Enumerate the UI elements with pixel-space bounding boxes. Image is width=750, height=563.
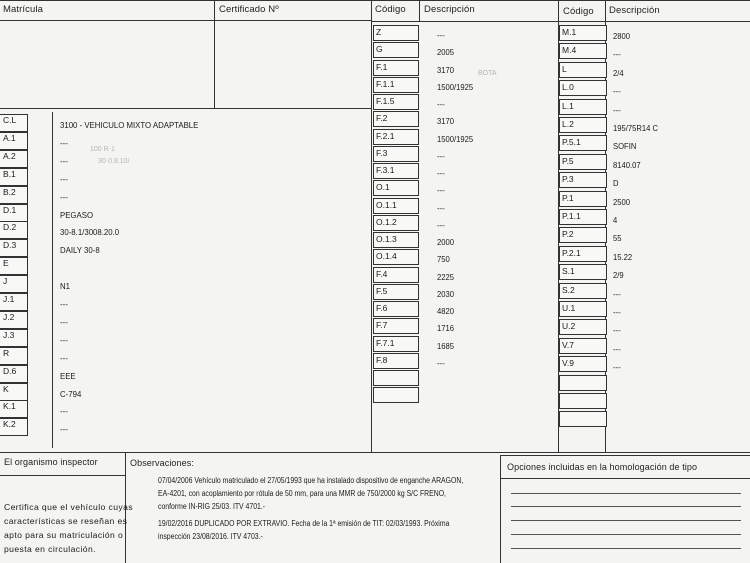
right-code-cell: U.1 (559, 301, 607, 317)
right-value: 2500 (613, 196, 631, 207)
right-code-cell: V.9 (559, 356, 607, 372)
right-code-cell: P.1 (559, 191, 607, 207)
middle-code-cell: F.1 (373, 60, 419, 76)
middle-value: --- (437, 168, 445, 178)
left-value: --- (60, 352, 68, 363)
observaciones-label: Observaciones: (130, 458, 194, 468)
top-box-bottom (0, 108, 372, 109)
right-value: --- (613, 307, 621, 317)
middle-value: 1685 (437, 340, 455, 351)
left-code-cell: B.2 (0, 186, 28, 204)
left-code-cell: E (0, 257, 28, 275)
middle-code-cell: F.3 (373, 146, 419, 162)
left-code-cell: D.3 (0, 239, 28, 257)
left-code-cell: D.6 (0, 365, 28, 383)
right-value: 8140.07 (613, 159, 641, 170)
codigo-header-2: Código (563, 6, 594, 17)
middle-value: 2225 (437, 271, 455, 282)
left-code-cell: A.1 (0, 132, 28, 150)
middle-code-cell: F.5 (373, 284, 419, 300)
middle-value: 2005 (437, 47, 455, 58)
left-value: 30-8.1/3008.20.0 (60, 227, 120, 238)
left-value: --- (60, 191, 68, 202)
right-value: --- (613, 49, 621, 60)
left-value: EEE (60, 370, 76, 381)
left-value: --- (60, 316, 68, 327)
left-value: DAILY 30-8 (60, 245, 100, 256)
middle-code-cell-empty (373, 370, 419, 386)
observacion-line: EA-4201, con acoplamiento por rótula de 50 mm, para una MMR de 750/2000 kg S/C FRENO, (158, 489, 446, 498)
left-code-cell: B.1 (0, 168, 28, 186)
right-value: --- (613, 362, 621, 373)
codigo-header-1: Código (375, 4, 406, 15)
right-code-cell (559, 393, 607, 409)
descripcion-header-2: Descripción (609, 5, 660, 16)
opciones-underline (501, 478, 750, 479)
left-value: --- (60, 406, 68, 417)
middle-value: --- (437, 202, 445, 213)
middle-code-cell: F.1.5 (373, 94, 419, 110)
certificado-header: Certificado Nº (219, 4, 279, 15)
right-code-cell (559, 375, 607, 391)
right-code-cell: P.5 (559, 154, 607, 170)
left-value: --- (60, 334, 68, 345)
left-code-cell: A.2 (0, 150, 28, 168)
opciones-rule (511, 493, 741, 494)
middle-value: 4820 (437, 306, 455, 316)
left-code-cell: J.3 (0, 329, 28, 347)
middle-code-cell-empty (373, 387, 419, 403)
right-value: 2/4 (613, 67, 624, 78)
left-value: C-794 (60, 388, 82, 399)
middle-code-cell: F.3.1 (373, 163, 419, 179)
col-divider-desc1 (419, 0, 420, 22)
middle-value: --- (437, 99, 445, 109)
right-code-cell: P.3 (559, 172, 607, 188)
right-code-cell: P.2 (559, 227, 607, 243)
middle-value: 3170 (437, 116, 455, 127)
middle-code-cell: F.8 (373, 353, 419, 369)
left-code-cell: C.L (0, 114, 28, 132)
left-value: --- (60, 424, 68, 435)
middle-code-cell: F.1.1 (373, 77, 419, 93)
left-code-cell: K.2 (0, 418, 28, 436)
right-code-cell: U.2 (559, 319, 607, 335)
left-code-cell: J (0, 275, 28, 293)
header-underline-right (372, 21, 750, 22)
left-value: --- (60, 299, 68, 309)
left-value: N1 (60, 281, 71, 292)
middle-code-cell: O.1.1 (373, 198, 419, 214)
left-code-cell: K (0, 383, 28, 401)
right-value: --- (613, 288, 621, 299)
right-code-cell: L (559, 62, 607, 78)
middle-value: --- (437, 357, 445, 368)
right-value: D (613, 178, 619, 189)
left-value: 3100 - VEHICULO MIXTO ADAPTABLE (60, 120, 199, 130)
middle-code-cell: O.1.2 (373, 215, 419, 231)
organismo-underline (0, 475, 125, 476)
right-code-cell: P.2.1 (559, 246, 607, 262)
middle-value: --- (437, 150, 445, 161)
middle-code-cell: O.1.3 (373, 232, 419, 248)
right-code-cell: L.1 (559, 99, 607, 115)
right-value: --- (613, 343, 621, 354)
observacion-line: 07/04/2006 Vehículo matriculado el 27/05/1993 que ha instalado dispositivo de enganche ARAGON, (158, 476, 464, 485)
middle-code-cell: O.1 (373, 180, 419, 196)
opciones-rule (511, 534, 741, 535)
middle-value: 1500/1925 (437, 133, 474, 144)
left-value: --- (60, 173, 68, 184)
middle-value: 2030 (437, 288, 455, 299)
right-value: 2800 (613, 31, 631, 41)
right-code-cell: P.5.1 (559, 135, 607, 151)
right-value: 4 (613, 215, 618, 225)
opciones-rule (511, 520, 741, 521)
bottom-divider (0, 452, 750, 453)
observacion-line: inspección 23/08/2016. ITV 4703.- (158, 532, 263, 541)
right-value: 15.22 (613, 251, 633, 262)
middle-code-cell: F.2 (373, 111, 419, 127)
middle-value: 1500/1925 (437, 81, 474, 92)
right-code-cell: L.2 (559, 117, 607, 133)
scan-noise: 100 R·1 (90, 146, 115, 153)
middle-value: 3170 (437, 64, 455, 75)
middle-value: --- (437, 30, 445, 40)
right-value: 55 (613, 233, 622, 244)
left-code-cell: J.1 (0, 293, 28, 311)
middle-code-cell: F.6 (373, 301, 419, 317)
middle-value: 2000 (437, 237, 455, 247)
middle-value: --- (437, 219, 445, 230)
left-code-cell: J.2 (0, 311, 28, 329)
right-code-cell: M.4 (559, 43, 607, 59)
right-value: SOFIN (613, 141, 637, 152)
scan-noise: 30·0.8.10/ (98, 158, 130, 165)
middle-code-cell: F.7.1 (373, 336, 419, 352)
observacion-line: conforme IN-RIG 25/03. ITV 4701.- (158, 502, 266, 511)
left-code-cell: R (0, 347, 28, 365)
matricula-header: Matrícula (3, 4, 43, 15)
certifica-line: características se reseñan es (4, 516, 128, 526)
right-value: --- (613, 325, 621, 336)
right-code-cell: V.7 (559, 338, 607, 354)
left-code-column (0, 112, 372, 450)
right-value: --- (613, 86, 621, 97)
col-divider-cert (214, 0, 215, 108)
left-value: --- (60, 137, 68, 148)
right-code-cell: S.1 (559, 264, 607, 280)
right-value: 195/75R14 C (613, 123, 659, 133)
middle-code-cell: F.4 (373, 267, 419, 283)
middle-value: 750 (437, 254, 450, 265)
observacion-line: 19/02/2016 DUPLICADO POR EXTRAVIO. Fecha de la 1ª emisión de TIT: 02/03/1993. Próxima (158, 519, 450, 528)
scan-noise: BOTA (478, 70, 497, 77)
right-value: 2/9 (613, 270, 624, 281)
middle-code-cell: Z (373, 25, 419, 41)
opciones-rule (511, 548, 741, 549)
left-column-divider (52, 112, 53, 448)
right-code-cell: L.0 (559, 80, 607, 96)
certifica-line: apto para su matriculación o (4, 530, 124, 540)
certifica-line: Certifica que el vehículo cuyas (4, 502, 133, 512)
middle-code-cell: G (373, 42, 419, 58)
descripcion-header-1: Descripción (424, 4, 475, 15)
right-code-cell: P.1.1 (559, 209, 607, 225)
right-code-cell: M.1 (559, 25, 607, 41)
left-code-cell: D.2 (0, 221, 28, 239)
left-value: --- (60, 155, 68, 166)
organismo-label: El organismo inspector (4, 457, 98, 467)
right-code-cell: S.2 (559, 283, 607, 299)
middle-code-cell: F.2.1 (373, 129, 419, 145)
left-code-cell: D.1 (0, 204, 28, 222)
right-value: --- (613, 104, 621, 115)
left-code-cell: K.1 (0, 400, 28, 418)
middle-value: --- (437, 185, 445, 196)
opciones-box (500, 455, 750, 563)
opciones-rule (511, 506, 741, 507)
opciones-label: Opciones incluidas en la homologación de tipo (507, 462, 698, 472)
middle-code-cell: F.7 (373, 318, 419, 334)
middle-value: 1716 (437, 323, 455, 334)
middle-code-cell: O.1.4 (373, 249, 419, 265)
left-value: PEGASO (60, 209, 94, 220)
certifica-line: puesta en circulación. (4, 544, 96, 554)
header-underline-left (0, 20, 372, 21)
right-code-cell (559, 411, 607, 427)
top-border (0, 0, 750, 1)
